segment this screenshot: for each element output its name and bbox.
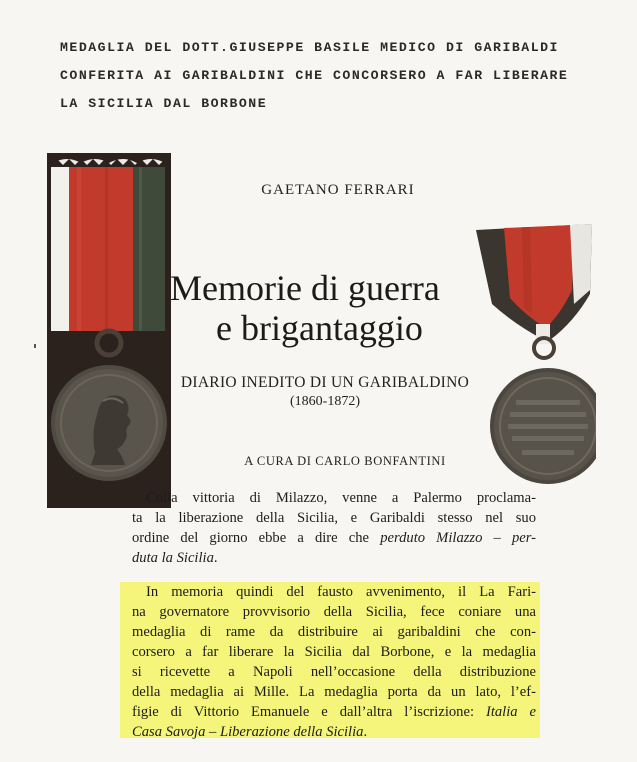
typed-line: CONFERITA AI GARIBALDINI CHE CONCORSERO A FAR LIBERARE xyxy=(60,68,569,83)
italic-quote: duta la Sicilia xyxy=(132,550,214,566)
text-run: . xyxy=(213,550,218,566)
medal-obverse-image xyxy=(47,153,171,508)
book-author: GAETANO FERRARI xyxy=(261,182,415,198)
text-run: figie di Vittorio Emanuele e dall’altra l’iscrizione: xyxy=(132,704,486,720)
text-line: In memoria quindi del fausto avvenimento, il La Fari- xyxy=(146,584,536,600)
book-subtitle: DIARIO INEDITO DI UN GARIBALDINO xyxy=(180,374,470,391)
text-line: medaglia di rame da distribuire ai garibaldini che con- xyxy=(132,624,536,640)
medal-reverse-photo xyxy=(474,224,596,486)
text-line xyxy=(132,528,536,548)
book-curator: A CURA DI CARLO BONFANTINI xyxy=(244,454,446,468)
text-run: ordine del giorno ebbe a dire che xyxy=(132,530,381,546)
paragraph-medal xyxy=(132,582,536,742)
medal-reverse-image xyxy=(474,224,596,486)
text-line xyxy=(132,548,536,568)
text-line: ta la liberazione della Sicilia, e Garibaldi stesso nel suo xyxy=(132,510,536,526)
typed-line: MEDAGLIA DEL DOTT.GIUSEPPE BASILE MEDICO DI GARIBALDI xyxy=(60,40,559,55)
typed-header xyxy=(60,34,620,118)
book-title-line: Memorie di guerra xyxy=(170,268,440,308)
paragraph-milazzo xyxy=(132,488,536,568)
italic-inscription: Casa Savoja – Liberazione della Sicilia xyxy=(132,724,364,740)
italic-quote: perduto Milazzo – per- xyxy=(380,530,537,546)
medal-obverse-photo xyxy=(47,153,171,508)
book-years: (1860-1872) xyxy=(290,394,360,409)
text-line: Colla vittoria di Milazzo, venne a Palermo proclama- xyxy=(146,490,536,506)
text-line xyxy=(132,722,536,742)
book-title-line: e brigantaggio xyxy=(216,308,423,348)
text-line xyxy=(132,702,536,722)
text-line: si ricevette a Napoli nell’occasione della distribuzione xyxy=(132,664,536,680)
text-run: . xyxy=(363,724,368,740)
book-title xyxy=(170,268,490,348)
typed-line: LA SICILIA DAL BORBONE xyxy=(60,96,268,111)
italic-inscription: Italia e xyxy=(485,704,536,720)
text-line: della medaglia ai Mille. La medaglia porta da un lato, l’ef- xyxy=(132,684,536,700)
margin-mark xyxy=(34,344,36,348)
text-line: corsero a far liberare la Sicilia dal Borbone, e la medaglia xyxy=(132,644,536,660)
text-line: na governatore provvisorio della Sicilia, fece coniare una xyxy=(132,604,536,620)
